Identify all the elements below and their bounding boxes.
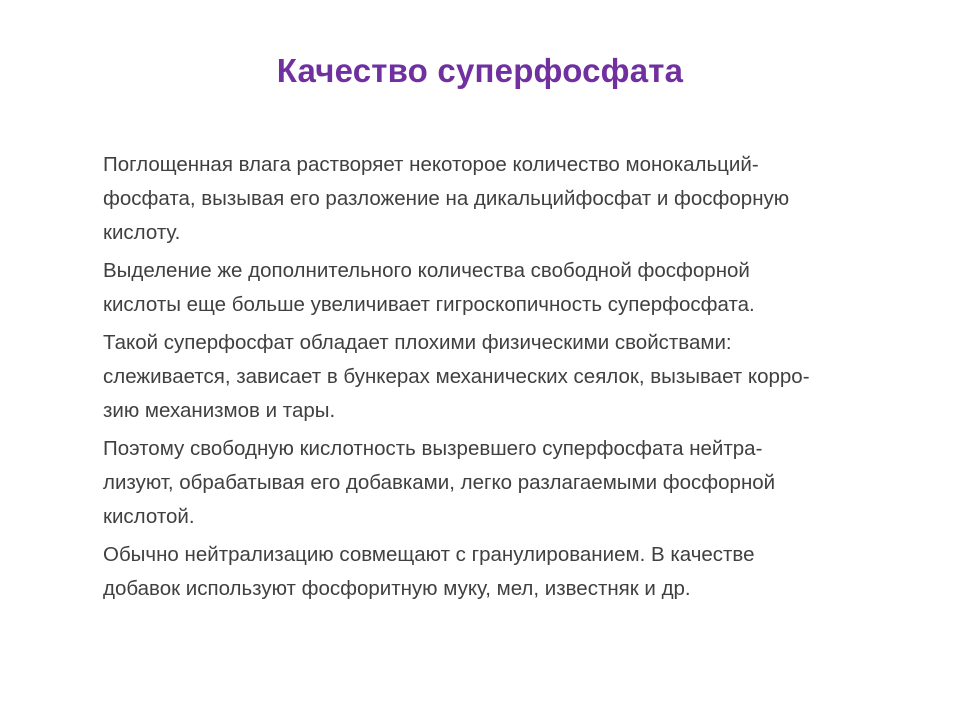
paragraph-4-line-2: лизуют, обрабатывая его добавками, легко разлагаемыми фосфорной [103,471,776,494]
paragraph-1 [66,148,918,250]
paragraph-5-line-1: Обычно нейтрализацию совмещают с гранулированием. В качестве [103,543,755,566]
paragraph-5-line-2: добавок используют фосфоритную муку, мел, известняк и др. [103,577,691,600]
paragraph-1-line-3: кислоту. [103,221,181,244]
paragraph-2 [66,254,918,322]
slide-body [66,148,918,610]
paragraph-3-line-1: Такой суперфосфат обладает плохими физическими свойствами: [103,331,732,354]
paragraph-3 [66,326,918,428]
paragraph-5 [66,538,918,606]
paragraph-3-line-2: слеживается, зависает в бункерах механических сеялок, вызывает корро- [103,365,810,388]
paragraph-3-line-3: зию механизмов и тары. [103,399,336,422]
paragraph-1-line-1: Поглощенная влага растворяет некоторое количество монокальций- [103,153,759,176]
paragraph-2-line-2: кислоты еще больше увеличивает гигроскопичность суперфосфата. [103,293,755,316]
paragraph-4-line-3: кислотой. [103,505,195,528]
paragraph-1-line-2: фосфата, вызывая его разложение на дикальцийфосфат и фосфорную [103,187,790,210]
paragraph-4-line-1: Поэтому свободную кислотность вызревшего суперфосфата нейтра- [103,437,763,460]
slide-title: Качество суперфосфата [276,52,684,89]
paragraph-2-line-1: Выделение же дополнительного количества свободной фосфорной [103,259,750,282]
paragraph-4 [66,432,918,534]
